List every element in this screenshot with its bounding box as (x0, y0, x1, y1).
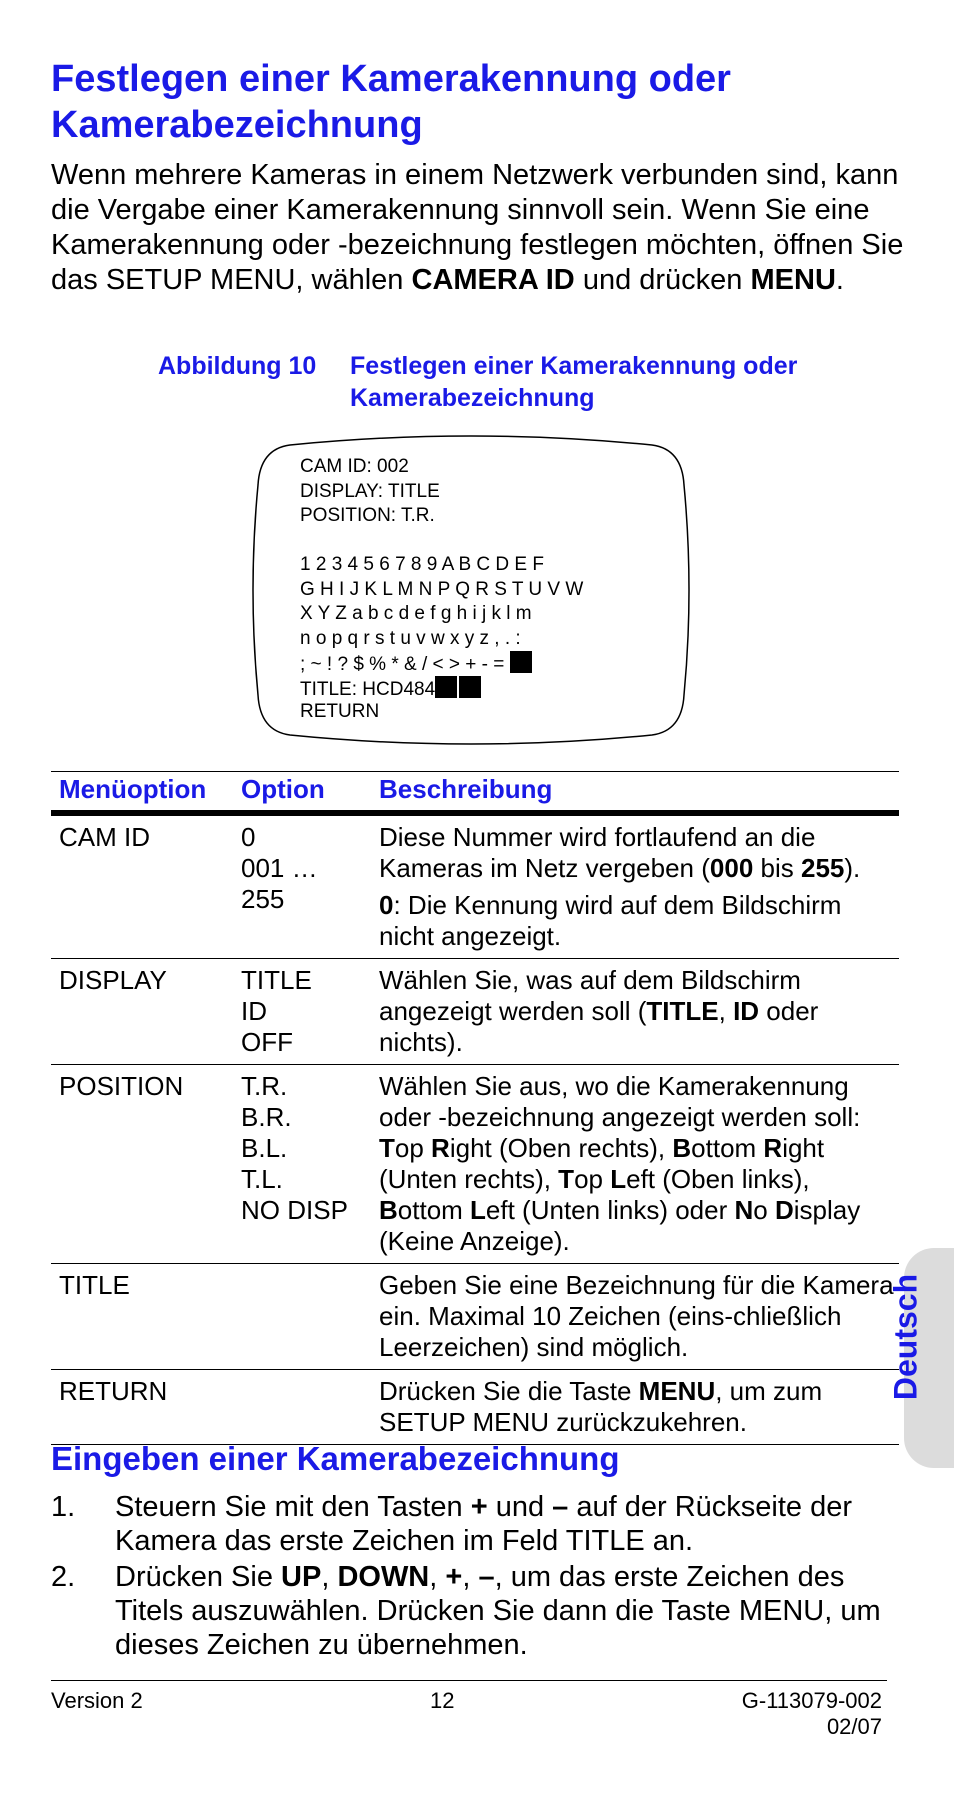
step-text-part: Steuern Sie mit den Tasten (115, 1491, 471, 1523)
cell-options (233, 959, 371, 1065)
desc-text: ottom (397, 1195, 471, 1225)
intro-text-2: und drücken (574, 264, 751, 296)
steps-list (51, 1490, 911, 1664)
desc-text: Wählen Sie aus, wo die Kamerakennung oder -bezeichnung angezeigt werden soll: (379, 1071, 861, 1132)
list-item (51, 1560, 911, 1662)
step-bold: + (470, 1491, 488, 1523)
table-row (51, 959, 899, 1065)
option-value: B.L. (241, 1133, 288, 1163)
desc-text: , (718, 996, 734, 1026)
option-value: 255 (241, 884, 285, 914)
desc-bold: TITLE (646, 996, 719, 1026)
desc-text: eft (Unten links) oder (485, 1195, 735, 1225)
cursor-block (510, 651, 532, 673)
desc-text: isplay (Keine Anzeige). (379, 1195, 861, 1256)
desc-text: oder nichts). (379, 996, 819, 1057)
cell-description: Geben Sie eine Bezeichnung für die Kamera ein. Maximal 10 Zeichen (eins-chließlich Leerzeichen) sind möglich. (371, 1264, 899, 1370)
language-tab-label: Deutsch (887, 1273, 924, 1401)
desc-text: Diese Nummer wird fortlaufend an die Kameras im Netz vergeben ( (379, 822, 816, 883)
screen-chars-4: n o p q r s t u v w x y z , . : (300, 627, 521, 649)
intro-bold-menu: MENU (750, 264, 836, 296)
figure-title (350, 350, 870, 414)
step-text-part: , (321, 1561, 338, 1593)
cell-description (371, 1065, 899, 1264)
step-text (115, 1560, 911, 1662)
desc-bold: B (672, 1133, 692, 1163)
list-item (51, 1490, 911, 1558)
cell-description (371, 959, 899, 1065)
cell-description (371, 813, 899, 959)
description-paragraph (379, 890, 895, 952)
step-text-part: Drücken Sie (115, 1561, 282, 1593)
footer-date: 02/07 (826, 1714, 882, 1739)
option-value: 0 (241, 822, 256, 852)
intro-paragraph (51, 158, 911, 298)
step-bold: UP (281, 1561, 322, 1593)
step-text-part: , (462, 1561, 479, 1593)
desc-text: op (574, 1164, 611, 1194)
cell-menu: DISPLAY (51, 959, 233, 1065)
screen-chars-3: X Y Z a b c d e f g h i j k l m (300, 603, 532, 624)
table-row (51, 1264, 899, 1370)
cell-menu: CAM ID (51, 813, 233, 959)
cell-options (233, 1370, 371, 1445)
screen-chars-2: G H I J K L M N P Q R S T U V W (300, 578, 584, 600)
cell-options (233, 1264, 371, 1370)
screen-chars-5: ; ~ ! ? $ % * & / < > + - = (300, 654, 505, 675)
option-value: 001 … (241, 853, 318, 883)
monitor-screen-figure (250, 435, 692, 745)
desc-bold: 0 (379, 890, 394, 920)
figure-label: Abbildung 10 (158, 352, 317, 380)
step-text-part: und (487, 1491, 553, 1523)
desc-bold: T (379, 1133, 395, 1163)
step-bold: DOWN (337, 1561, 430, 1593)
screen-display: DISPLAY: TITLE (300, 480, 440, 502)
cell-menu: TITLE (51, 1264, 233, 1370)
cell-options (233, 813, 371, 959)
step-bold: – (478, 1561, 495, 1593)
table-row (51, 1065, 899, 1264)
footer-divider (51, 1680, 887, 1681)
section-heading: Eingeben einer Kamerabezeichnung (51, 1440, 620, 1477)
page-heading (51, 56, 871, 148)
desc-text: o (753, 1195, 775, 1225)
desc-text: op (394, 1133, 432, 1163)
step-text (115, 1490, 911, 1558)
desc-bold: ID (733, 996, 760, 1026)
screen-position: POSITION: T.R. (300, 505, 435, 526)
desc-text: eft (Oben links), (626, 1164, 810, 1194)
title-block-2 (459, 676, 481, 698)
desc-bold: L (470, 1195, 486, 1225)
menu-options-table (51, 771, 899, 1445)
figure-title-line-1: Festlegen einer Kamerakennung oder (350, 352, 798, 380)
desc-text: ight (Oben rechts), (449, 1133, 673, 1163)
table-row (51, 813, 899, 959)
heading-line-2: Kamerabezeichnung (51, 104, 423, 146)
screen-cam-id: CAM ID: 002 (300, 456, 409, 477)
desc-bold: 255 (800, 853, 845, 883)
desc-text: ). (844, 853, 861, 883)
figure-title-line-2: Kamerabezeichnung (350, 384, 595, 412)
option-value: T.L. (241, 1164, 283, 1194)
desc-bold: MENU (638, 1376, 716, 1406)
footer-doc-info (700, 1688, 882, 1740)
desc-bold: R (431, 1133, 450, 1163)
step-text-part: , um das erste Zeichen des Titels auszuwählen. Drücken Sie dann die Taste MENU, um dieses Zeichen zu übernehmen. (115, 1561, 881, 1661)
cell-description (371, 1370, 899, 1445)
option-value: T.R. (241, 1071, 288, 1101)
intro-text-3: . (835, 264, 844, 296)
desc-text: bis (753, 853, 801, 883)
table-header-row (51, 772, 899, 814)
header-option: Option (233, 772, 371, 814)
step-number: 1. (51, 1491, 76, 1523)
desc-bold: D (774, 1195, 794, 1225)
screen-title: TITLE: HCD484 (300, 678, 436, 700)
desc-text: , um zum SETUP MENU zurückzukehren. (379, 1376, 823, 1437)
footer-doc-number: G-113079-002 (741, 1688, 882, 1713)
title-block-1 (435, 676, 457, 698)
cell-menu: RETURN (51, 1370, 233, 1445)
screen-blank-line (300, 529, 583, 554)
step-bold: – (552, 1491, 569, 1523)
intro-text-1: Wenn mehrere Kameras in einem Netzwerk verbunden sind, kann die Vergabe einer Kamerakennung sinnvoll sein. Wenn Sie eine Kamerakennung oder -bezeichnung festlegen möchten, öffnen Sie das SETUP MENU, wählen (51, 159, 904, 296)
desc-text: Drücken Sie die Taste (379, 1376, 639, 1406)
desc-text: Wählen Sie, was auf dem Bildschirm angezeigt werden soll ( (379, 965, 801, 1026)
option-value: ID (241, 996, 267, 1026)
header-beschreibung: Beschreibung (371, 772, 899, 814)
footer-page-number: 12 (430, 1688, 455, 1713)
cell-options (233, 1065, 371, 1264)
option-value: NO DISP (241, 1195, 348, 1225)
desc-text: ottom (691, 1133, 764, 1163)
footer-version: Version 2 (51, 1688, 143, 1713)
desc-bold: N (734, 1195, 754, 1225)
step-number: 2. (51, 1561, 76, 1593)
desc-bold: T (558, 1164, 575, 1194)
step-bold: + (445, 1561, 463, 1593)
cell-menu: POSITION (51, 1065, 233, 1264)
step-text-part: , (429, 1561, 446, 1593)
description-paragraph (379, 822, 895, 884)
screen-return: RETURN (300, 701, 380, 722)
screen-text (300, 455, 583, 725)
option-value: B.R. (241, 1102, 292, 1132)
step-text-part: auf der Rückseite der Kamera das erste Zeichen im Feld TITLE an. (115, 1491, 853, 1557)
desc-text: ight (Unten rechts), (379, 1133, 825, 1194)
desc-bold: 000 (709, 853, 754, 883)
table-row (51, 1370, 899, 1445)
desc-text: : Die Kennung wird auf dem Bildschirm nicht angezeigt. (379, 890, 842, 951)
desc-bold: R (763, 1133, 783, 1163)
option-value: TITLE (241, 965, 312, 995)
heading-line-1: Festlegen einer Kamerakennung oder (51, 58, 731, 100)
screen-chars-5-row (300, 651, 583, 676)
option-value: OFF (241, 1027, 293, 1057)
desc-bold: B (379, 1195, 398, 1225)
desc-bold: L (610, 1164, 627, 1194)
header-menuoption: Menüoption (51, 772, 233, 814)
screen-title-row (300, 676, 583, 701)
screen-chars-1: 1 2 3 4 5 6 7 8 9 A B C D E F (300, 554, 544, 575)
intro-bold-camera-id: CAMERA ID (411, 264, 575, 296)
